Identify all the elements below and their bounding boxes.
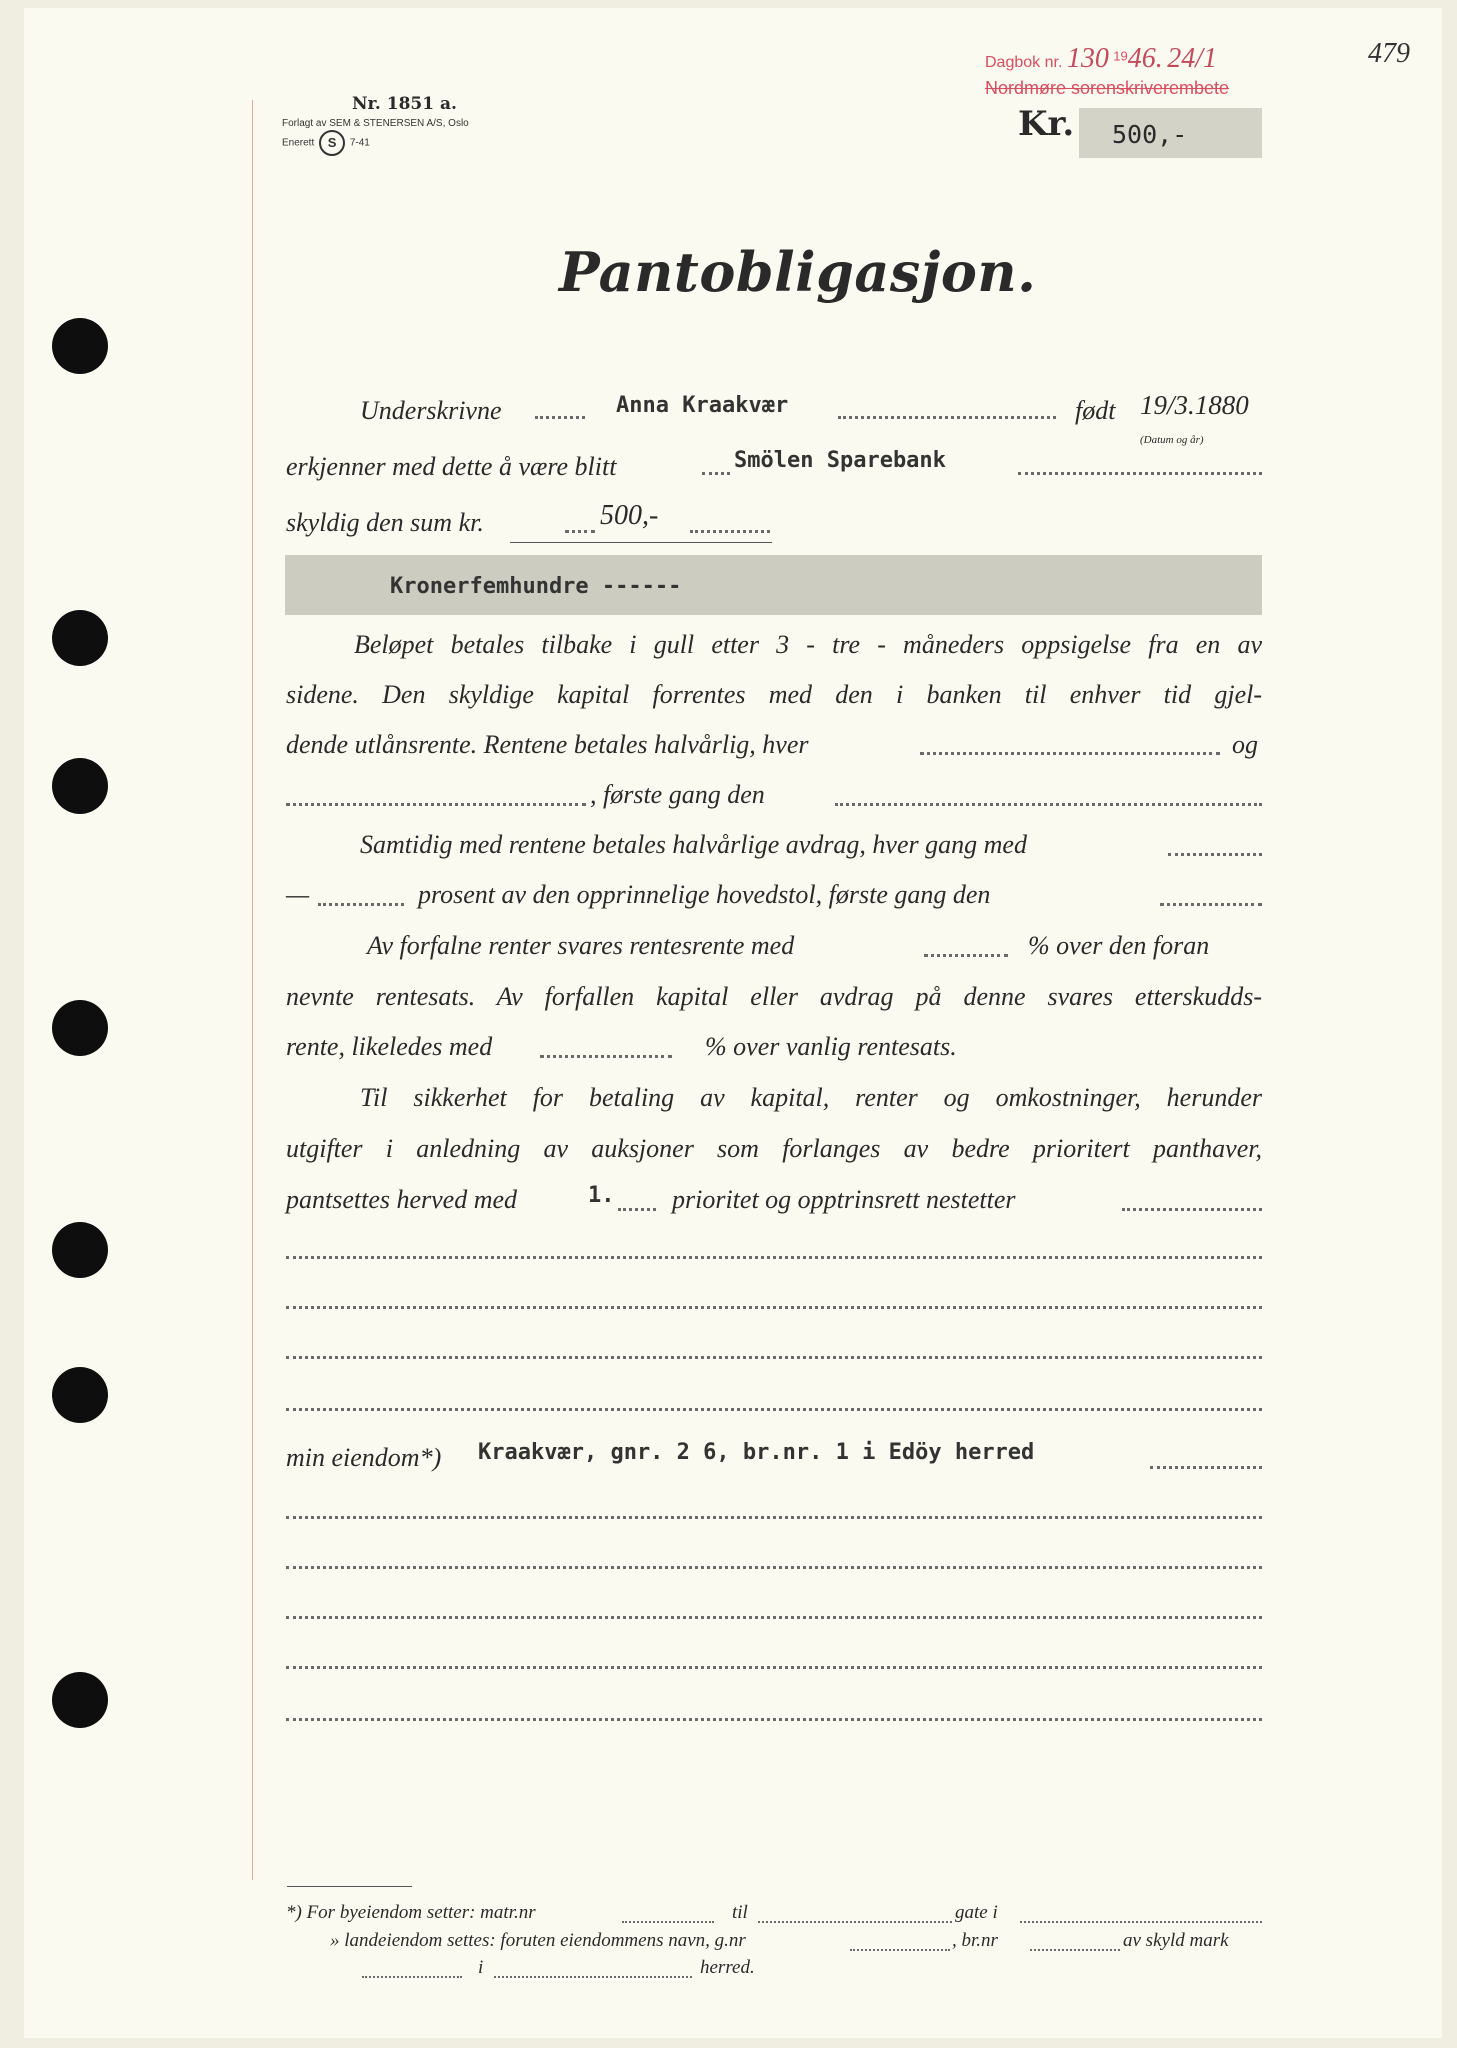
- body-text: , første gang den: [590, 780, 765, 809]
- publisher-imprint: [282, 117, 469, 156]
- body-text: Til sikkerhet for betaling av kapital, renter og omkostninger, herunder: [360, 1083, 1262, 1112]
- sum-in-words: Kronerfemhundre ------: [390, 574, 682, 599]
- body-text: pantsettes herved med: [286, 1185, 518, 1214]
- stamp-date: 24/1: [1167, 43, 1217, 74]
- blank-line: [286, 1718, 1262, 1721]
- body-text: % over den foran: [1028, 931, 1210, 960]
- body-text: dende utlånsrente. Rentene betales halvårlig, hver: [286, 730, 809, 759]
- fill-dots: [1150, 1466, 1262, 1469]
- binder-hole: [52, 1000, 108, 1056]
- publisher-prefix: Enerett: [282, 137, 315, 149]
- property-value: Kraakvær, gnr. 2 6, br.nr. 1 i Edöy herred: [478, 1440, 1035, 1465]
- fill-dots: [535, 416, 585, 419]
- document-page: [24, 8, 1442, 2038]
- body-text: Samtidig med rentene betales halvårlige avdrag, hver gang med: [360, 830, 1027, 859]
- stamp-year-prefix: 19: [1113, 48, 1128, 64]
- publisher-line: Forlagt av SEM & STENERSEN A/S, Oslo: [282, 118, 469, 129]
- fill-dots: [622, 1921, 714, 1923]
- footnote-rule: [287, 1886, 412, 1887]
- blank-line: [286, 1356, 1262, 1359]
- binder-hole: [52, 1672, 108, 1728]
- fill-dots: [758, 1921, 952, 1923]
- form-number: Nr. 1851 a.: [352, 94, 457, 114]
- amount-value: 500,-: [1112, 120, 1188, 149]
- fill-dots: [540, 1055, 672, 1058]
- stamp-year: 46.: [1127, 43, 1163, 74]
- body-text: utgifter i anledning av auksjoner som forlanges av bedre prioritert panthaver,: [286, 1134, 1262, 1163]
- fill-dots: [702, 472, 730, 475]
- sum-value: 500,-: [600, 500, 659, 531]
- born-value: 19/3.1880: [1140, 390, 1249, 420]
- journal-stamp: [985, 43, 1217, 75]
- blank-line: [286, 1616, 1262, 1619]
- blank-line: [286, 1666, 1262, 1669]
- footnote-text: » landeiendom settes: foruten eiendommens navn, g.nr: [330, 1930, 746, 1951]
- fill-dots: [494, 1976, 692, 1978]
- footnote-text: *) For byeiendom setter: matr.nr: [286, 1902, 536, 1923]
- footnote-text: av skyld mark: [1123, 1930, 1229, 1951]
- fill-dots: [1168, 853, 1262, 856]
- fill-dots: [835, 803, 1262, 806]
- binder-hole: [52, 610, 108, 666]
- fill-dots: [924, 954, 1008, 957]
- body-text: Beløpet betales tilbake i gull etter 3 - tre - måneders oppsigelse fra en av: [354, 630, 1262, 659]
- property-label: min eiendom*): [286, 1443, 442, 1472]
- blank-line: [286, 1306, 1262, 1309]
- stamp-label: Dagbok nr.: [985, 54, 1063, 71]
- stamp-number: 130: [1066, 43, 1109, 74]
- undersigned-value: Anna Kraakvær: [616, 393, 789, 418]
- fill-dots: [920, 752, 1220, 755]
- body-text: % over vanlig rentesats.: [705, 1032, 957, 1061]
- fill-dots: [565, 530, 595, 533]
- publisher-logo: S: [319, 130, 345, 156]
- margin-rule: [252, 100, 253, 1880]
- footnote-text: i: [478, 1957, 484, 1978]
- body-text: nevnte rentesats. Av forfallen kapital eller avdrag på denne svares etterskudds-: [286, 982, 1262, 1011]
- fill-dots: [850, 1949, 950, 1951]
- fill-dots: [618, 1208, 656, 1211]
- body-text: —: [286, 880, 310, 909]
- fill-dots: [1018, 472, 1262, 475]
- fill-dots: [1122, 1208, 1262, 1211]
- binder-hole: [52, 318, 108, 374]
- body-text: rente, likeledes med: [286, 1032, 493, 1061]
- undersigned-label: Underskrivne: [360, 396, 502, 425]
- binder-hole: [52, 758, 108, 814]
- sum-label: skyldig den sum kr.: [286, 508, 484, 537]
- fill-dots: [1160, 903, 1262, 906]
- blank-line: [286, 1566, 1262, 1569]
- amount-label: Kr.: [1018, 104, 1075, 144]
- body-text: prioritet og opptrinsrett nestetter: [672, 1185, 1016, 1214]
- born-hint: (Datum og år): [1140, 434, 1204, 446]
- folio-number: 479: [1368, 38, 1410, 69]
- publisher-code: 7-41: [349, 137, 370, 149]
- blank-line: [286, 1256, 1262, 1259]
- footnote-text: til: [732, 1902, 748, 1923]
- stamp-office: Nordmøre sorenskriverembete: [985, 78, 1230, 98]
- document-title: Pantobligasjon.: [559, 240, 1037, 304]
- fill-dots: [838, 416, 1056, 419]
- body-text: Av forfalne renter svares rentesrente med: [367, 931, 795, 960]
- fill-dots: [318, 903, 404, 906]
- fill-dots: [690, 530, 770, 533]
- footnote-text: , br.nr: [952, 1930, 998, 1951]
- fill-dots: [362, 1976, 462, 1978]
- creditor-value: Smölen Sparebank: [734, 448, 946, 473]
- footnote-text: herred.: [700, 1957, 755, 1978]
- fill-dots: [1020, 1921, 1262, 1923]
- blank-line: [286, 1408, 1262, 1411]
- body-text: prosent av den opprinnelige hovedstol, første gang den: [418, 880, 991, 909]
- footnote-text: gate i: [955, 1902, 998, 1923]
- born-label: født: [1075, 396, 1116, 425]
- body-text: sidene. Den skyldige kapital forrentes med den i banken til enhver tid gjel-: [286, 680, 1262, 709]
- fill-dots: [286, 803, 586, 806]
- binder-hole: [52, 1367, 108, 1423]
- blank-line: [286, 1516, 1262, 1519]
- fill-dots: [1030, 1949, 1120, 1951]
- sum-underline: [510, 542, 772, 543]
- binder-hole: [52, 1222, 108, 1278]
- owes-label: erkjenner med dette å være blitt: [286, 452, 617, 481]
- body-text: og: [1232, 730, 1258, 759]
- priority-value: 1.: [588, 1183, 615, 1208]
